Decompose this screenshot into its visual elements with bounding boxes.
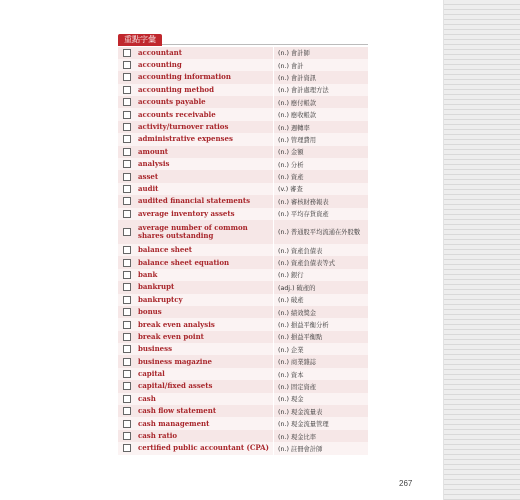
vocab-row <box>118 418 368 430</box>
vocab-definition: (n.) 破產 <box>273 294 368 306</box>
vocab-row <box>118 97 368 109</box>
checkbox-icon[interactable] <box>123 333 131 341</box>
vocab-definition: (n.) 平均存貨資產 <box>273 208 368 220</box>
vocab-row-cells <box>118 294 368 307</box>
vocab-row <box>118 196 368 208</box>
vocab-row-cells <box>118 430 368 443</box>
vocab-definition: (n.) 應付帳款 <box>273 96 368 108</box>
vocab-term: balance sheet <box>138 245 193 255</box>
vocab-row <box>118 306 368 318</box>
vocab-term: accounts receivable <box>138 109 216 119</box>
vocab-row <box>118 393 368 405</box>
vocab-row <box>118 269 368 281</box>
vocab-term: audit <box>138 183 159 193</box>
vocab-definition: (n.) 會計資訊 <box>273 71 368 83</box>
vocab-row <box>118 121 368 133</box>
checkbox-icon[interactable] <box>123 259 131 267</box>
vocab-row-cells <box>118 170 368 183</box>
vocab-definition: (n.) 審核財務報表 <box>273 195 368 207</box>
vocab-term: business <box>138 344 173 354</box>
vocab-row-cells <box>118 96 368 109</box>
vocab-term: cash flow statement <box>138 406 217 416</box>
vocab-row-cells <box>118 442 368 455</box>
vocab-row <box>118 244 368 256</box>
vocab-definition: (n.) 固定資產 <box>273 380 368 392</box>
vocab-definition: (n.) 資產負債表等式 <box>273 256 368 268</box>
page-edge-tab <box>443 0 520 500</box>
vocab-term: accounting <box>138 60 182 70</box>
vocab-row <box>118 59 368 71</box>
vocab-row <box>118 356 368 368</box>
vocab-row-cells <box>118 146 368 159</box>
vocab-row-cells <box>118 84 368 97</box>
vocab-row <box>118 381 368 393</box>
vocab-definition: (n.) 週轉率 <box>273 121 368 133</box>
vocab-row-cells <box>118 59 368 72</box>
vocab-term: audited financial statements <box>138 196 251 206</box>
vocab-definition: (n.) 會計處理方法 <box>273 84 368 96</box>
vocab-term: cash management <box>138 418 210 428</box>
vocab-row <box>118 220 368 244</box>
checkbox-icon[interactable] <box>123 296 131 304</box>
vocab-definition: (adj.) 破產的 <box>273 281 368 293</box>
vocab-row <box>118 134 368 146</box>
vocab-definition: (v.) 審查 <box>273 183 368 195</box>
vocabulary-list <box>118 47 368 455</box>
vocab-row <box>118 331 368 343</box>
vocab-row <box>118 72 368 84</box>
vocab-term: accountant <box>138 47 182 57</box>
vocab-row-cells <box>118 121 368 134</box>
checkbox-icon[interactable] <box>123 444 131 452</box>
checkbox-icon[interactable] <box>123 395 131 403</box>
vocab-row-cells <box>118 158 368 171</box>
vocab-row-cells <box>118 343 368 356</box>
vocab-term: bonus <box>138 307 162 317</box>
vocab-row <box>118 319 368 331</box>
vocab-row-cells <box>118 244 368 257</box>
vocab-row-cells <box>118 256 368 269</box>
vocab-term: accounting information <box>138 72 231 82</box>
vocab-row-cells <box>118 208 368 221</box>
vocab-term: average number of common shares outstanding <box>138 222 248 240</box>
vocab-term: balance sheet equation <box>138 257 230 267</box>
vocab-row <box>118 146 368 158</box>
page-number: 267 <box>399 479 413 488</box>
vocab-row-cells <box>118 269 368 282</box>
vocab-row <box>118 282 368 294</box>
vocab-row-cells <box>118 355 368 368</box>
vocab-row-cells <box>118 220 368 245</box>
checkbox-icon[interactable] <box>123 111 131 119</box>
vocab-row-cells <box>118 108 368 121</box>
checkbox-icon[interactable] <box>123 370 131 378</box>
checkbox-icon[interactable] <box>123 345 131 353</box>
vocab-term: average inventory assets <box>138 208 235 218</box>
vocab-definition: (n.) 資產 <box>273 170 368 182</box>
checkbox-icon[interactable] <box>123 321 131 329</box>
vocab-definition: (n.) 資產負債表 <box>273 244 368 256</box>
vocab-row-cells <box>118 71 368 84</box>
vocab-term: certified public accountant (CPA) <box>138 443 269 453</box>
vocab-row <box>118 257 368 269</box>
vocab-row <box>118 109 368 121</box>
vocab-term: break even analysis <box>138 319 215 329</box>
vocab-row-cells <box>118 417 368 430</box>
vocab-definition: (n.) 銀行 <box>273 269 368 281</box>
vocab-row-cells <box>118 318 368 331</box>
vocab-row <box>118 443 368 455</box>
vocab-definition: (n.) 應收帳款 <box>273 108 368 120</box>
checkbox-icon[interactable] <box>123 358 131 366</box>
checkbox-icon[interactable] <box>123 135 131 143</box>
vocab-term: cash <box>138 393 156 403</box>
vocab-definition: (n.) 管理費用 <box>273 133 368 145</box>
vocab-row <box>118 430 368 442</box>
checkbox-icon[interactable] <box>123 98 131 106</box>
checkbox-icon[interactable] <box>123 49 131 57</box>
vocab-term: bankrupt <box>138 282 175 292</box>
checkbox-icon[interactable] <box>123 407 131 415</box>
vocab-row-cells <box>118 47 368 60</box>
vocab-definition: (n.) 現金流量表 <box>273 405 368 417</box>
checkbox-icon[interactable] <box>123 420 131 428</box>
checkbox-icon[interactable] <box>123 382 131 390</box>
checkbox-icon[interactable] <box>123 73 131 81</box>
checkbox-icon[interactable] <box>123 432 131 440</box>
vocab-row <box>118 84 368 96</box>
vocab-definition: (n.) 現金 <box>273 393 368 405</box>
checkbox-icon[interactable] <box>123 160 131 168</box>
vocab-row-cells <box>118 306 368 319</box>
vocab-definition: (n.) 會計師 <box>273 47 368 59</box>
vocab-row <box>118 368 368 380</box>
checkbox-icon[interactable] <box>123 148 131 156</box>
vocab-definition: (n.) 績效獎金 <box>273 306 368 318</box>
vocab-definition: (n.) 商業雜誌 <box>273 355 368 367</box>
vocab-term: bank <box>138 269 158 279</box>
checkbox-icon[interactable] <box>123 210 131 218</box>
vocab-definition: (n.) 分析 <box>273 158 368 170</box>
vocab-term: break even point <box>138 331 204 341</box>
vocab-definition: (n.) 企業 <box>273 343 368 355</box>
vocab-term: capital/fixed assets <box>138 381 213 391</box>
vocab-row-cells <box>118 281 368 294</box>
vocab-row <box>118 294 368 306</box>
vocab-definition: (n.) 普通股平均流通在外股數 <box>273 220 368 244</box>
vocab-term: analysis <box>138 159 170 169</box>
vocab-definition: (n.) 會計 <box>273 59 368 71</box>
vocab-row-cells <box>118 393 368 406</box>
vocab-definition: (n.) 註冊會計師 <box>273 442 368 454</box>
checkbox-icon[interactable] <box>123 185 131 193</box>
vocab-row-cells <box>118 331 368 344</box>
checkbox-icon[interactable] <box>123 308 131 316</box>
vocab-term: administrative expenses <box>138 134 233 144</box>
vocab-row-cells <box>118 133 368 146</box>
vocab-definition: (n.) 資本 <box>273 368 368 380</box>
section-tag: 重點字彙 <box>118 34 162 46</box>
checkbox-icon[interactable] <box>123 86 131 94</box>
checkbox-icon[interactable] <box>123 283 131 291</box>
vocab-row-cells <box>118 368 368 381</box>
checkbox-icon[interactable] <box>123 123 131 131</box>
vocab-row-cells <box>118 380 368 393</box>
vocab-term: capital <box>138 369 165 379</box>
vocab-row-cells <box>118 195 368 208</box>
vocab-row <box>118 344 368 356</box>
vocab-definition: (n.) 損益平衡點 <box>273 331 368 343</box>
vocab-row-cells <box>118 183 368 196</box>
vocab-term: cash ratio <box>138 431 178 441</box>
checkbox-icon[interactable] <box>123 271 131 279</box>
vocab-row <box>118 183 368 195</box>
checkbox-icon[interactable] <box>123 197 131 205</box>
vocab-term: asset <box>138 171 159 181</box>
checkbox-icon[interactable] <box>123 173 131 181</box>
vocab-term: amount <box>138 146 169 156</box>
checkbox-icon[interactable] <box>123 228 131 236</box>
checkbox-icon[interactable] <box>123 246 131 254</box>
vocab-definition: (n.) 金額 <box>273 146 368 158</box>
vocab-row <box>118 159 368 171</box>
vocab-row <box>118 208 368 220</box>
vocab-definition: (n.) 損益平衡分析 <box>273 318 368 330</box>
vocab-term: activity/turnover ratios <box>138 122 229 132</box>
checkbox-icon[interactable] <box>123 61 131 69</box>
vocab-row <box>118 406 368 418</box>
vocab-term: bankruptcy <box>138 294 183 304</box>
vocab-definition: (n.) 現金比率 <box>273 430 368 442</box>
vocab-row-cells <box>118 405 368 418</box>
vocab-definition: (n.) 現金流量管理 <box>273 417 368 429</box>
vocab-row <box>118 47 368 59</box>
vocab-term: accounts payable <box>138 97 206 107</box>
vocab-term: accounting method <box>138 84 214 94</box>
vocab-term: business magazine <box>138 356 212 366</box>
vocab-row <box>118 171 368 183</box>
